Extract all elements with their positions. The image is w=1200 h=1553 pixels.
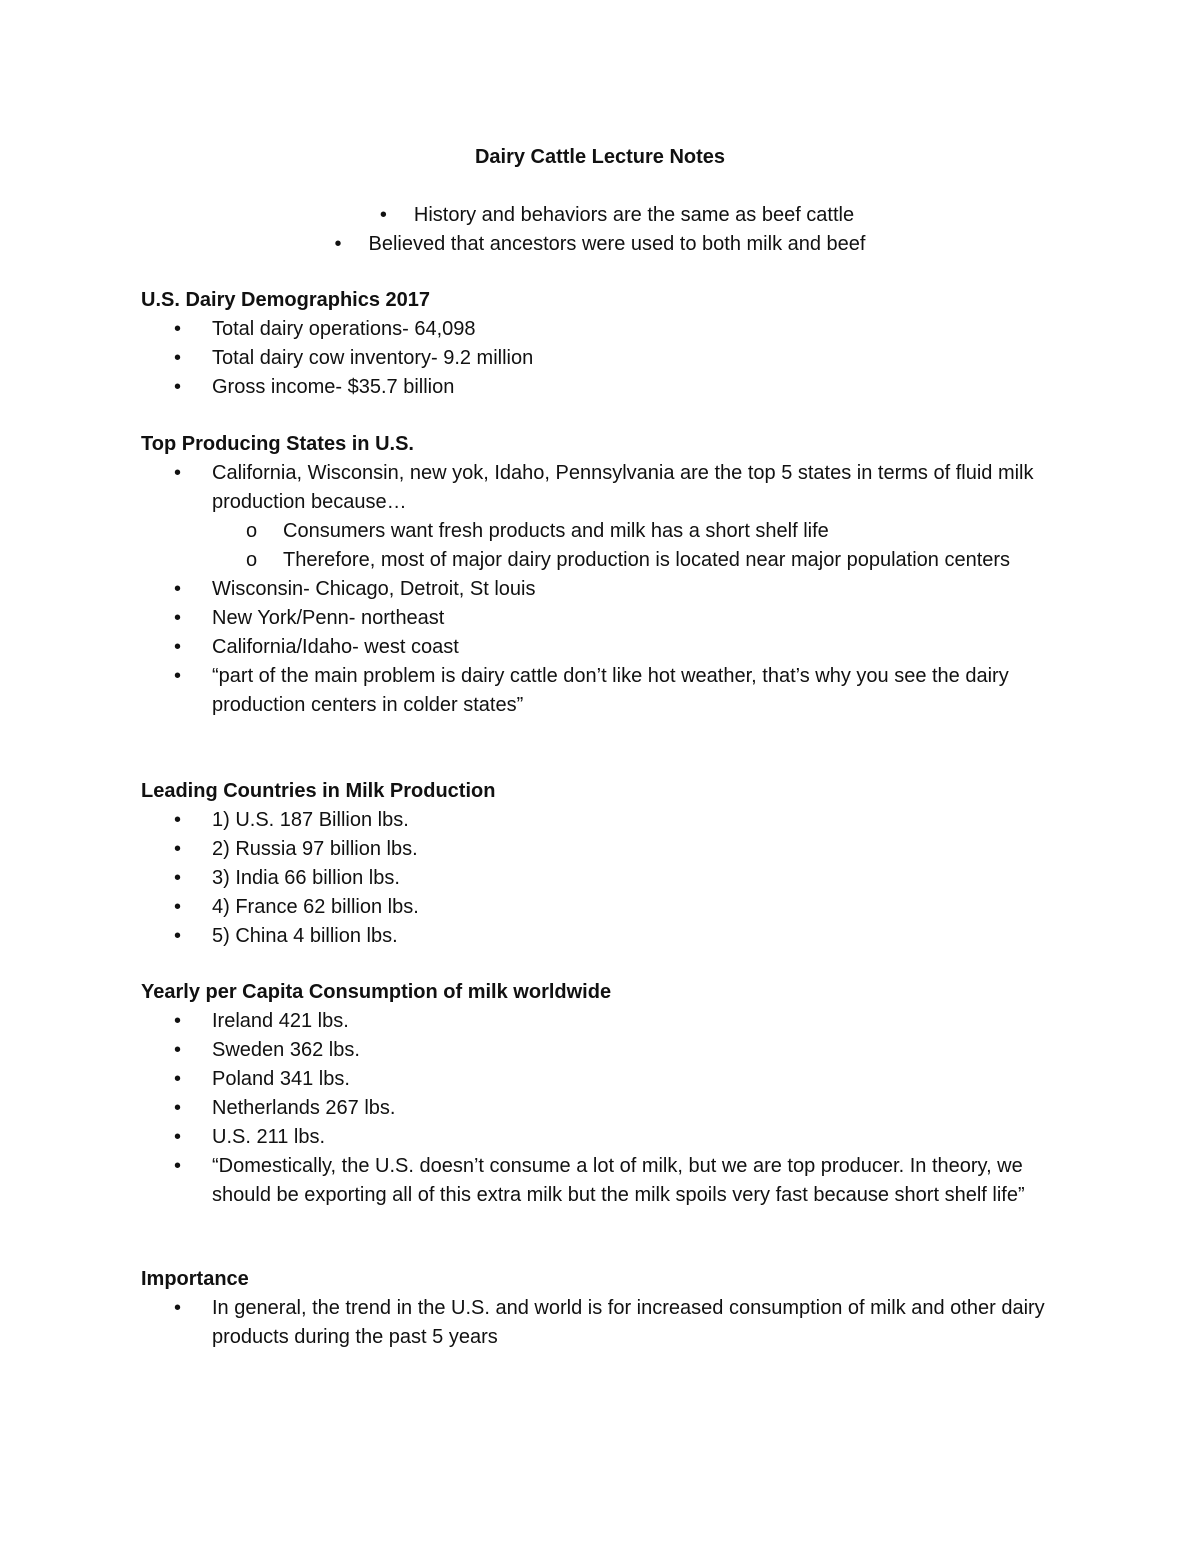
list-item xyxy=(0,230,1200,259)
list-item-text: U.S. 211 lbs. xyxy=(212,1126,326,1148)
bullet-icon: • xyxy=(174,1068,182,1090)
bullet-icon: • xyxy=(174,867,182,889)
sub-list-item xyxy=(212,517,1071,546)
list-item xyxy=(141,662,1071,720)
list-item-text: 4) France 62 billion lbs. xyxy=(212,896,419,918)
bullet-icon: • xyxy=(174,347,182,369)
page-title: Dairy Cattle Lecture Notes xyxy=(474,146,726,168)
list-item xyxy=(141,344,1071,373)
list-item-text: “Domestically, the U.S. doesn’t consume a lot of milk, but we are top producer. In theory, we should be exporting all of this extra milk but the milk spoils very fast because short shelf life” xyxy=(212,1155,1025,1206)
list-item xyxy=(141,806,1071,835)
list-item xyxy=(141,373,1071,402)
list-item-text: 5) China 4 billion lbs. xyxy=(212,925,398,947)
bullet-list xyxy=(141,1294,1071,1352)
list-item xyxy=(141,1123,1071,1152)
list-item-text: Believed that ancestors were used to both milk and beef xyxy=(368,233,866,255)
list-item xyxy=(141,1036,1071,1065)
section-heading: Top Producing States in U.S. xyxy=(141,433,414,455)
list-item xyxy=(141,459,1071,575)
list-item-text: New York/Penn- northeast xyxy=(212,607,445,629)
section-importance xyxy=(141,1265,1071,1352)
bullet-list xyxy=(141,806,1071,951)
list-item-text: Total dairy cow inventory- 9.2 million xyxy=(212,347,534,369)
section-heading: U.S. Dairy Demographics 2017 xyxy=(141,289,431,311)
circle-bullet-icon: o xyxy=(246,520,258,542)
bullet-icon: • xyxy=(174,809,182,831)
list-item-text: Poland 341 lbs. xyxy=(212,1068,350,1090)
section-heading: Leading Countries in Milk Production xyxy=(141,780,496,802)
section-dairy-demographics xyxy=(141,286,1071,402)
list-item-text: Ireland 421 lbs. xyxy=(212,1010,349,1032)
list-item xyxy=(141,922,1071,951)
bullet-list xyxy=(141,1007,1071,1210)
list-item-text: 3) India 66 billion lbs. xyxy=(212,867,400,889)
section-heading: Yearly per Capita Consumption of milk worldwide xyxy=(141,981,612,1003)
list-item-text: 2) Russia 97 billion lbs. xyxy=(212,838,418,860)
bullet-icon: • xyxy=(174,578,182,600)
list-item xyxy=(141,1094,1071,1123)
list-item xyxy=(141,633,1071,662)
section-heading: Importance xyxy=(141,1268,249,1290)
bullet-icon: • xyxy=(174,1039,182,1061)
list-item-text: Sweden 362 lbs. xyxy=(212,1039,360,1061)
list-item xyxy=(141,893,1071,922)
list-item-text: Gross income- $35.7 billion xyxy=(212,376,455,398)
list-item xyxy=(141,1007,1071,1036)
list-item-text: California, Wisconsin, new yok, Idaho, Pennsylvania are the top 5 states in terms of fluid milk production because… xyxy=(212,462,1034,513)
sub-bullet-list xyxy=(212,517,1071,575)
bullet-icon: • xyxy=(174,665,182,687)
bullet-icon: • xyxy=(334,233,342,255)
bullet-icon: • xyxy=(174,376,182,398)
list-item-text: 1) U.S. 187 Billion lbs. xyxy=(212,809,409,831)
bullet-icon: • xyxy=(174,318,182,340)
bullet-icon: • xyxy=(174,1297,182,1319)
list-item-text: History and behaviors are the same as beef cattle xyxy=(413,204,855,226)
section-per-capita-consumption xyxy=(141,978,1071,1210)
section-leading-countries xyxy=(141,777,1071,951)
list-item xyxy=(141,315,1071,344)
list-item-text: Wisconsin- Chicago, Detroit, St louis xyxy=(212,578,536,600)
circle-bullet-icon: o xyxy=(246,549,258,571)
intro-bullet-list xyxy=(0,201,1200,259)
sub-list-item-text: Consumers want fresh products and milk has a short shelf life xyxy=(283,520,829,542)
bullet-list xyxy=(141,315,1071,402)
list-item xyxy=(141,1065,1071,1094)
list-item xyxy=(0,201,1200,230)
sub-list-item xyxy=(212,546,1071,575)
section-top-producing-states xyxy=(141,430,1071,720)
bullet-list xyxy=(141,459,1071,720)
list-item xyxy=(141,835,1071,864)
bullet-icon: • xyxy=(174,462,182,484)
bullet-icon: • xyxy=(174,607,182,629)
list-item xyxy=(141,604,1071,633)
bullet-icon: • xyxy=(174,896,182,918)
bullet-icon: • xyxy=(174,1126,182,1148)
list-item xyxy=(141,575,1071,604)
sub-list-item-text: Therefore, most of major dairy production is located near major population centers xyxy=(283,549,1011,571)
bullet-icon: • xyxy=(174,838,182,860)
bullet-icon: • xyxy=(379,204,387,226)
bullet-icon: • xyxy=(174,1155,182,1177)
list-item-text: Netherlands 267 lbs. xyxy=(212,1097,396,1119)
list-item xyxy=(141,1294,1071,1352)
list-item-text: California/Idaho- west coast xyxy=(212,636,459,658)
list-item xyxy=(141,864,1071,893)
bullet-icon: • xyxy=(174,1010,182,1032)
list-item xyxy=(141,1152,1071,1210)
bullet-icon: • xyxy=(174,925,182,947)
list-item-text: Total dairy operations- 64,098 xyxy=(212,318,476,340)
list-item-text: “part of the main problem is dairy cattle don’t like hot weather, that’s why you see the dairy production centers in colder states” xyxy=(212,665,1009,716)
bullet-icon: • xyxy=(174,636,182,658)
list-item-text: In general, the trend in the U.S. and world is for increased consumption of milk and other dairy products during the past 5 years xyxy=(212,1297,1045,1348)
bullet-icon: • xyxy=(174,1097,182,1119)
